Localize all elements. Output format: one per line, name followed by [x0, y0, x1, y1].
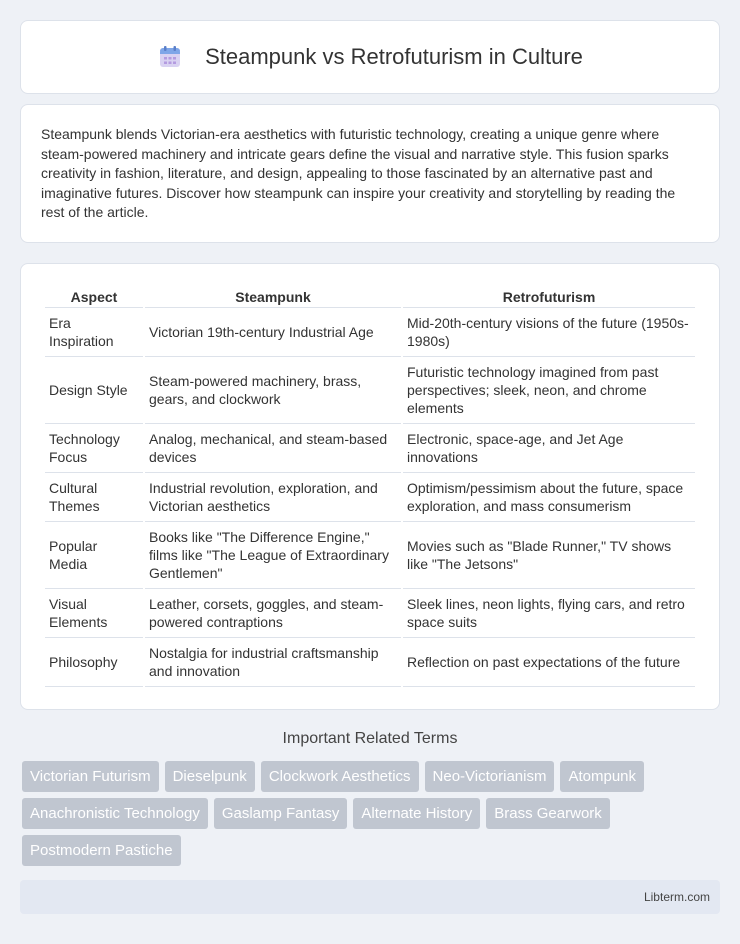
header-aspect: Aspect [45, 286, 143, 308]
related-term-tag[interactable]: Postmodern Pastiche [22, 835, 181, 866]
calendar-icon [157, 44, 183, 70]
page-title: Steampunk vs Retrofuturism in Culture [205, 44, 583, 69]
related-terms-title: Important Related Terms [282, 730, 458, 747]
cell-aspect: Visual Elements [45, 589, 143, 638]
cell-retrofuturism: Sleek lines, neon lights, flying cars, and retro space suits [403, 589, 695, 638]
table-row [45, 589, 695, 638]
related-term-tag[interactable]: Victorian Futurism [22, 761, 159, 792]
cell-steampunk: Steam-powered machinery, brass, gears, and clockwork [145, 357, 401, 424]
footer [20, 880, 720, 914]
related-terms-list [22, 761, 722, 872]
related-term-tag[interactable]: Alternate History [353, 798, 480, 829]
comparison-table [43, 286, 697, 687]
table-row [45, 357, 695, 424]
cell-aspect: Cultural Themes [45, 473, 143, 522]
cell-steampunk: Books like "The Difference Engine," films like "The League of Extraordinary Gentlemen" [145, 522, 401, 589]
related-term-tag[interactable]: Brass Gearwork [486, 798, 610, 829]
cell-aspect: Popular Media [45, 522, 143, 589]
cell-aspect: Philosophy [45, 638, 143, 687]
cell-steampunk: Industrial revolution, exploration, and Victorian aesthetics [145, 473, 401, 522]
footer-site-link[interactable]: Libterm.com [643, 890, 710, 904]
table-row [45, 522, 695, 589]
cell-retrofuturism: Reflection on past expectations of the future [403, 638, 695, 687]
cell-steampunk: Leather, corsets, goggles, and steam-powered contraptions [145, 589, 401, 638]
comparison-table-card [20, 263, 720, 710]
cell-steampunk: Nostalgia for industrial craftsmanship and innovation [145, 638, 401, 687]
cell-steampunk: Victorian 19th-century Industrial Age [145, 308, 401, 357]
cell-retrofuturism: Electronic, space-age, and Jet Age innovations [403, 424, 695, 473]
header-steampunk: Steampunk [145, 286, 401, 308]
cell-retrofuturism: Optimism/pessimism about the future, space exploration, and mass consumerism [403, 473, 695, 522]
table-row [45, 424, 695, 473]
related-term-tag[interactable]: Anachronistic Technology [22, 798, 208, 829]
table-header-row [45, 286, 695, 308]
intro-card [20, 104, 720, 243]
related-term-tag[interactable]: Clockwork Aesthetics [261, 761, 419, 792]
intro-text: Steampunk blends Victorian-era aesthetics with futuristic technology, creating a unique genre where steam-powered machinery and intricate gears define the visual and narrative style. This fusion sparks creativity in fashion, literature, and design, appealing to those fascinated by an alternative past and imaginative futures. Discover how steampunk can inspire your creativity and storytelling by reading the rest of the article. [41, 126, 676, 221]
cell-steampunk: Analog, mechanical, and steam-based devices [145, 424, 401, 473]
cell-aspect: Technology Focus [45, 424, 143, 473]
table-row [45, 308, 695, 357]
table-row [45, 473, 695, 522]
cell-retrofuturism: Futuristic technology imagined from past perspectives; sleek, neon, and chrome elements [403, 357, 695, 424]
related-term-tag[interactable]: Dieselpunk [165, 761, 255, 792]
related-term-tag[interactable]: Atompunk [560, 761, 644, 792]
cell-aspect: Design Style [45, 357, 143, 424]
cell-retrofuturism: Movies such as "Blade Runner," TV shows like "The Jetsons" [403, 522, 695, 589]
related-term-tag[interactable]: Neo-Victorianism [425, 761, 555, 792]
cell-retrofuturism: Mid-20th-century visions of the future (1950s-1980s) [403, 308, 695, 357]
header-retrofuturism: Retrofuturism [403, 286, 695, 308]
related-term-tag[interactable]: Gaslamp Fantasy [214, 798, 348, 829]
cell-aspect: Era Inspiration [45, 308, 143, 357]
table-row [45, 638, 695, 687]
header-card [20, 20, 720, 94]
